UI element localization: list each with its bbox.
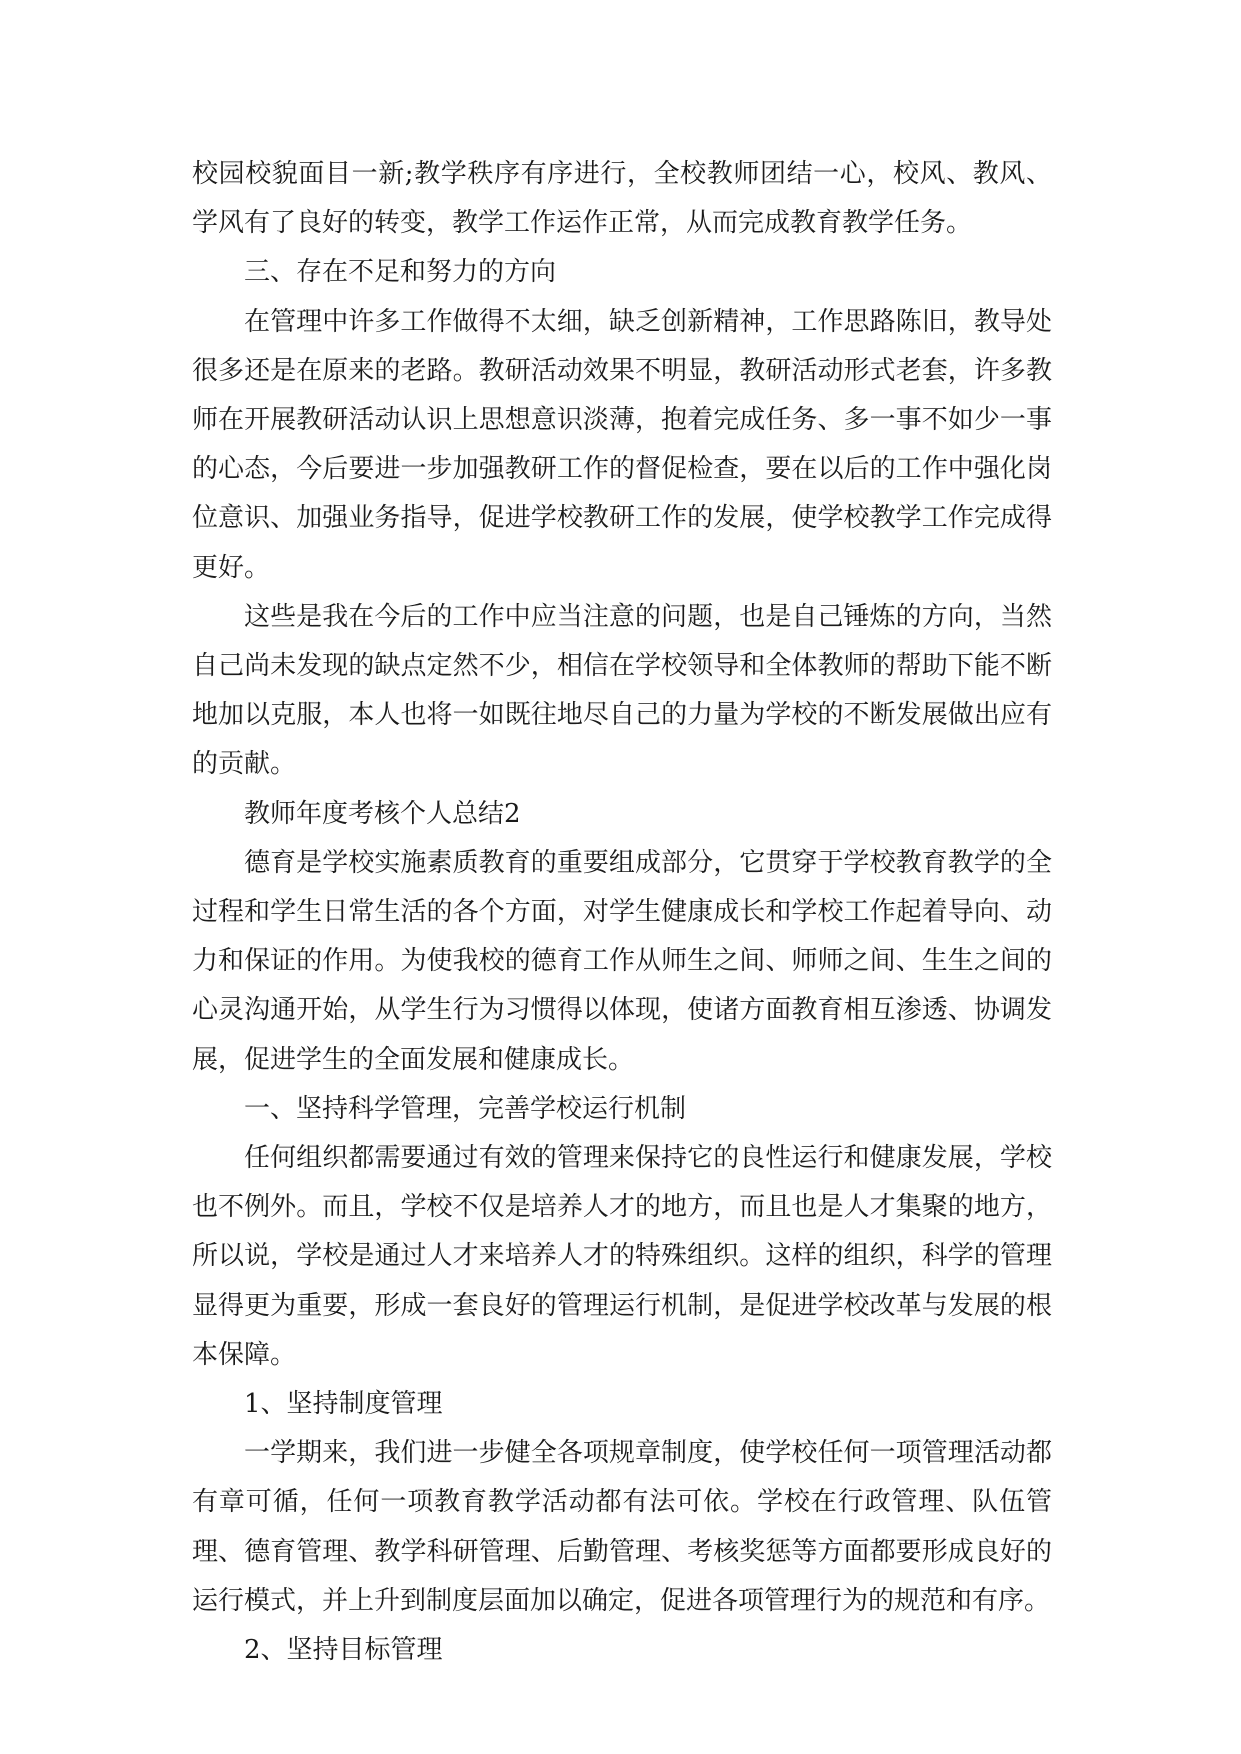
paragraph-rules-regulations: 一学期来，我们进一步健全各项规章制度，使学校任何一项管理活动都有章可循，任何一项教育教学活动都有法可依。学校在行政管理、队伍管理、德育管理、教学科研管理、后勤管理、考核奖惩等方面都要形成良好的运行模式，并上升到制度层面加以确定，促进各项管理行为的规范和有序。: [192, 1438, 1052, 1616]
subsection-heading-system-management: 1、坚持制度管理: [244, 1389, 443, 1420]
paragraph-management-shortcomings: 在管理中许多工作做得不太细，缺乏创新精神，工作思路陈旧，教导处很多还是在原来的老路。教研活动效果不明显，教研活动形式老套，许多教师在开展教研活动认识上思想意识淡薄，抱着完成任务、多一事不如少一事的心态，今后要进一步加强教研工作的督促检查，要在以后的工作中强化岗位意识、加强业务指导，促进学校教研工作的发展，使学校教学工作完成得更好。: [192, 306, 1052, 583]
subsection-heading-goal-management: 2、坚持目标管理: [244, 1635, 443, 1666]
section-heading-shortcomings: 三、存在不足和努力的方向: [244, 257, 557, 288]
document-body: [192, 150, 1052, 1675]
paragraph-moral-education: 德育是学校实施素质教育的重要组成部分，它贯穿于学校教育教学的全过程和学生日常生活的各个方面，对学生健康成长和学校工作起着导向、动力和保证的作用。为使我校的德育工作从师生之间、师师之间、生生之间的心灵沟通开始，从学生行为习惯得以体现，使诸方面教育相互渗透、协调发展，促进学生的全面发展和健康成长。: [192, 847, 1052, 1075]
paragraph-continued: 校园校貌面目一新;教学秩序有序进行，全校教师团结一心，校风、教风、学风有了良好的转变，教学工作运作正常，从而完成教育教学任务。: [192, 159, 1052, 239]
paragraph-self-improvement: 这些是我在今后的工作中应当注意的问题，也是自己锤炼的方向，当然自己尚未发现的缺点定然不少，相信在学校领导和全体教师的帮助下能不断地加以克服，本人也将一如既往地尽自己的力量为学校的不断发展做出应有的贡献。: [192, 601, 1052, 780]
paragraph-organization-management: 任何组织都需要通过有效的管理来保持它的良性运行和健康发展，学校也不例外。而且，学校不仅是培养人才的地方，而且也是人才集聚的地方，所以说，学校是通过人才来培养人才的特殊组织。这样的组织，科学的管理显得更为重要，形成一套良好的管理运行机制，是促进学校改革与发展的根本保障。: [192, 1143, 1052, 1370]
document-subtitle-summary-2: 教师年度考核个人总结2: [244, 798, 521, 829]
section-heading-scientific-management: 一、坚持科学管理，完善学校运行机制: [244, 1093, 687, 1124]
